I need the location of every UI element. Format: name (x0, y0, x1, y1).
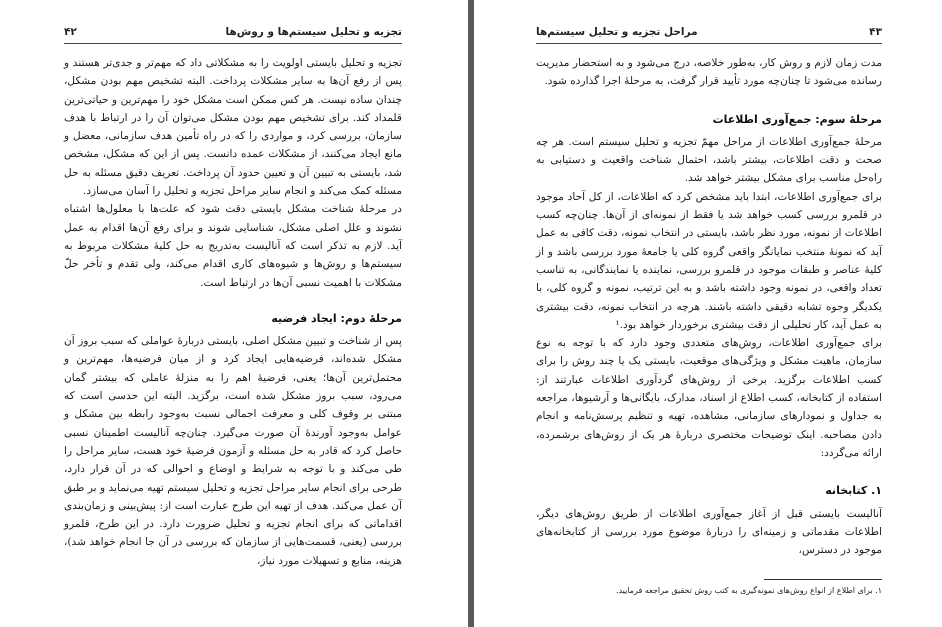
right-paragraph-4: برای جمع‌آوری اطلاعات، روش‌های متعددی وجود دارد که با توجه به نوع سازمان، ماهیت مشکل و ویژگی‌های موقعیت، بایستی یک یا چند روش را برای کسب اطلاعات برگزید. برخی از روش‌های گردآوری اطلاعات عبارتند از: استفاده از کتابخانه، کسب اطلاع از اسناد، مدارک، بایگانی‌ها و آرشیوها، مراجعه به جداول و نمودارهای سازمانی، مشاهده، تهیه و تنظیم پرسش‌نامه و انجام دادن مصاحبه. اینک توضیحات مختصری دربارهٔ هر یک از روش‌های برشمرده، ارائه می‌گردد: (536, 337, 882, 459)
left-page (0, 0, 468, 627)
right-paragraph-5: آنالیست بایستی قبل از آغاز جمع‌آوری اطلاعات از طریق روش‌های دیگر، اطلاعات مقدماتی و زمینه‌ای را دربارهٔ موضوع مورد بررسی از کتابخانه‌های موجود در دسترس، (536, 507, 882, 557)
left-paragraph-2: در مرحلهٔ شناخت مشکل بایستی دقت شود که علت‌ها با معلول‌ها اشتباه نشوند و علل اصلی مشکل، شناسایی شوند و برای رفع آن‌ها اقدام به عمل آید. لازم به تذکر است که آنالیست به‌تدریج به حل کلیهٔ مشکلات مربوط به سیستم‌ها و روش‌ها و شیوه‌های کاری اقدام می‌کند، ولی تقدم و تأخر حلّ مشکلات با اهمیت نسبی آن‌ها در ارتباط است. (64, 203, 402, 289)
footnote: ۱. برای اطلاع از انواع روش‌های نمونه‌گیری به کتب روش تحقیق مراجعه فرمایید. (615, 586, 882, 595)
section-heading-stage-2: مرحلهٔ دوم: ایجاد فرضیه (271, 311, 402, 325)
right-paragraph-1: مدت زمان لازم و روش کار، به‌طور خلاصه، درج می‌شود و به استحضار مدیریت رسانده می‌شود تا چنان‌چه مورد تأیید قرار گرفت، به مرحلهٔ اجرا گذارده شود. (536, 57, 882, 88)
left-page-body (64, 54, 402, 570)
left-paragraph-3: پس از شناخت و تبیین مشکل اصلی، بایستی دربارهٔ عواملی که سبب بروز آن مشکل شده‌اند، فرضیه‌هایی ایجاد کرد و از میان فرضیه‌ها، مهم‌ترین و محتمل‌ترین آن‌ها؛ یعنی، فرضیهٔ اهم را به منزلهٔ عاملی که بیشتر گمان می‌رود، سبب بروز مشکل شده است، برگزید. البته این حدسی است که مبتنی بر وقوف کلی و معرفت اجمالی نسبت به‌وجود رابطه بین مشکل و عوامل به‌وجود آورندهٔ آن صورت می‌گیرد. چنان‌چه آنالیست اطمینان نسبی حاصل کرد که قادر به حل مسئله و آزمون فرضیهٔ خود هست، سایر مراحل را طی می‌کند و با توجه به شرایط و اوضاع و احوالی که در آن قرار دارد، طرحی برای انجام سایر مراحل تجزیه و تحلیل سیستم تهیه می‌نماید و بر طبق آن عمل می‌کند. هدف از تهیه این طرح عبارت است از: پیش‌بینی و زمان‌بندی اقداماتی که برای انجام تجزیه و تحلیل ضرورت دارد. در این طرح، قلمرو بررسی (یعنی، قسمت‌هایی از سازمان که بررسی در آن جا انجام خواهد شد)، هزینه، منابع و تسهیلات مورد نیاز، (64, 335, 402, 567)
left-running-title: تجزیه و تحلیل سیستم‌ها و روش‌ها (225, 26, 402, 38)
right-page-number: ۴۳ (869, 26, 882, 38)
right-page-body (536, 54, 882, 559)
section-heading-stage-3: مرحلهٔ سوم: جمع‌آوری اطلاعات (712, 112, 882, 126)
right-page (474, 0, 942, 627)
right-page-header (536, 24, 882, 40)
right-running-title: مراحل تجزیه و تحلیل سیستم‌ها (536, 26, 698, 38)
left-header-rule (64, 43, 402, 44)
left-paragraph-1: تجزیه و تحلیل بایستی اولویت را به مشکلاتی داد که مهم‌تر و جدی‌تر هستند و پس از رفع آن‌ها به سایر مشکلات پرداخت. البته تشخیص مهم بودن مشکل، چندان ساده نیست. هر کس ممکن است مشکل خود را مهم‌ترین و حیاتی‌ترین قلمداد کند. برای تشخیص مهم بودن مشکل می‌توان آن را در ارتباط با هدف سازمان، بررسی کرد، و مواردی را که در راه تأمین هدف سازمانی، معضل و مانع ایجاد می‌کنند، از مشکلات عمده دانست. پس از این که مشکل، مشخص شد، بایستی به تبیین آن و تعیین حدود آن پرداخت. تعریف دقیق مسئله به حل مسئله کمک می‌کند و انجام سایر مراحل تجزیه و تحلیل را آسان می‌سازد. (64, 57, 402, 198)
subsection-heading-library: ۱. کتابخانه (825, 484, 882, 498)
right-paragraph-3: برای جمع‌آوری اطلاعات، ابتدا باید مشخص کرد که اطلاعات، از کل آحاد موجود در قلمرو بررسی کسب خواهد شد یا فقط از نمونه‌ای از آن‌ها. چنان‌چه کسب اطلاعات از نمونه، مورد نظر باشد، بایستی در انتخاب نمونه، دقت کافی به عمل آید که نمونهٔ منتخب نمایانگر واقعی گروه کلی یا جامعهٔ مورد بررسی باشد و از کلیهٔ عناصر و طبقات موجود در قلمرو بررسی، نماینده یا نمایندگانی، به تناسب تعداد واقعی، در نمونه وجود داشته باشد و به این ترتیب، نمونه و گروه کلی، با یکدیگر وجوه تشابه دقیقی داشته باشند. هرچه در انتخاب نمونه، دقت بیشتری به عمل آید، کار تحلیلی از دقت بیشتری برخوردار خواهد بود.¹ (536, 190, 882, 331)
right-paragraph-2: مرحلهٔ جمع‌آوری اطلاعات از مراحل مهمّ تجزیه و تحلیل سیستم است. هر چه صحت و دقت اطلاعات، بیشتر باشد، احتمال شناخت واقعیت و دستیابی به راه‌حل مناسب برای مشکل بیشتر خواهد شد. (536, 135, 882, 185)
left-page-header (64, 24, 402, 40)
left-page-number: ۴۲ (64, 26, 77, 38)
right-header-rule (536, 43, 882, 44)
footnote-rule (764, 579, 882, 580)
